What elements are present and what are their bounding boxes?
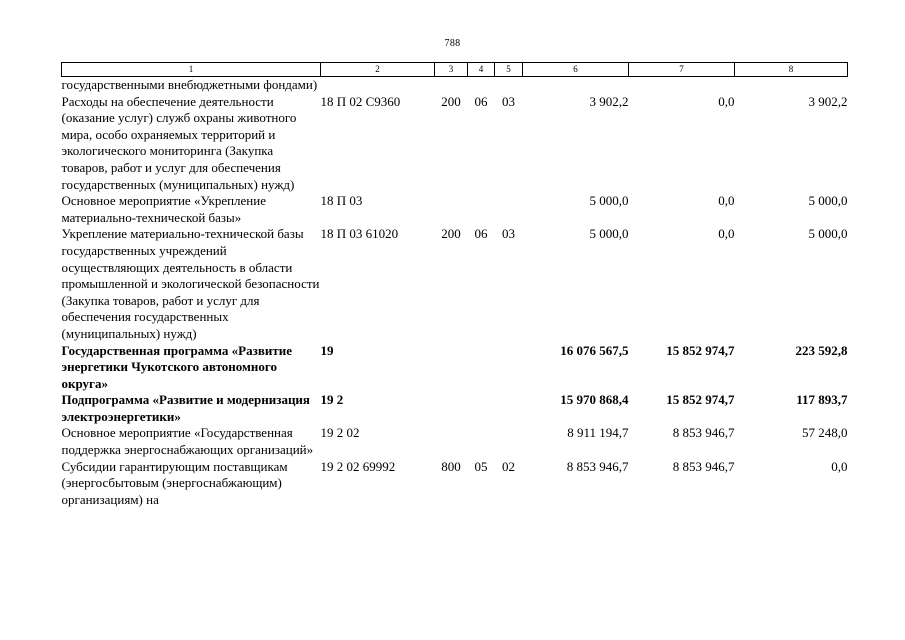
column-header-6: 6 xyxy=(523,63,629,77)
row-col-5 xyxy=(495,343,523,393)
row-col-4 xyxy=(468,343,495,393)
row-name: Основное мероприятие «Укрепление материально-технической базы» xyxy=(61,193,266,225)
row-col-5 xyxy=(495,425,523,458)
row-name: Субсидии гарантирующим поставщикам (энергосбытовым (энергоснабжающим) организациям) на xyxy=(61,458,288,507)
row-value-8: 117 893,7 xyxy=(796,392,848,408)
row-value-6: 3 902,2 xyxy=(589,93,629,109)
row-value-8: 223 592,8 xyxy=(795,342,848,358)
table-row xyxy=(62,77,848,94)
row-value-7: 0,0 xyxy=(718,193,735,209)
column-header-3: 3 xyxy=(435,63,468,77)
row-col-3 xyxy=(435,392,468,425)
row-code: 19 xyxy=(320,342,334,358)
budget-table xyxy=(61,62,848,508)
row-value-8: 57 248,0 xyxy=(802,425,848,441)
table-row xyxy=(62,94,848,194)
column-header-7: 7 xyxy=(629,63,735,77)
table-body xyxy=(62,77,848,509)
row-value-7: 8 853 946,7 xyxy=(672,425,735,441)
row-col-4 xyxy=(468,425,495,458)
row-col-5 xyxy=(495,77,523,94)
row-value-8: 0,0 xyxy=(831,458,848,474)
table-row xyxy=(62,425,848,458)
row-value-6: 8 853 946,7 xyxy=(566,458,629,474)
row-name: Государственная программа «Развитие энергетики Чукотского автономного округа» xyxy=(61,342,292,391)
row-name: государственными внебюджетными фондами) xyxy=(61,77,318,92)
row-code: 18 П 03 61020 xyxy=(320,226,399,242)
row-value-7: 8 853 946,7 xyxy=(672,458,735,474)
table-header xyxy=(62,63,848,77)
row-code xyxy=(321,77,435,94)
table-row xyxy=(62,193,848,226)
row-name: Укрепление материально-технической базы государственных учреждений осуществляющих деятельность в области промышленной и экологической безопасности (Закупка товаров, работ и услуг для обеспечения государственных (муниципальных) нужд) xyxy=(61,226,320,341)
row-col-4: 05 xyxy=(474,458,488,474)
table-row xyxy=(62,459,848,509)
row-col-4 xyxy=(468,392,495,425)
row-col-5: 02 xyxy=(502,458,515,474)
row-col-3: 200 xyxy=(441,226,461,242)
row-value-8: 5 000,0 xyxy=(808,193,848,209)
table-row xyxy=(62,226,848,342)
row-col-3 xyxy=(435,193,468,226)
row-col-5 xyxy=(495,193,523,226)
row-code: 19 2 02 69992 xyxy=(320,458,396,474)
page-number: 788 xyxy=(444,38,461,49)
row-value-6: 16 076 567,5 xyxy=(560,342,629,358)
row-col-4: 06 xyxy=(474,93,488,109)
header-row xyxy=(62,63,848,77)
row-col-4 xyxy=(468,193,495,226)
row-col-4 xyxy=(468,77,495,94)
column-header-2: 2 xyxy=(321,63,435,77)
row-code: 18 П 02 С9360 xyxy=(320,93,401,109)
table-row xyxy=(62,343,848,393)
row-value-7: 0,0 xyxy=(718,93,735,109)
column-header-4: 4 xyxy=(468,63,495,77)
row-value-6 xyxy=(523,77,629,94)
row-code: 19 2 xyxy=(320,392,344,408)
row-value-6: 8 911 194,7 xyxy=(567,425,629,441)
row-code: 18 П 03 xyxy=(320,193,363,209)
row-col-5 xyxy=(495,392,523,425)
row-value-7: 0,0 xyxy=(718,226,735,242)
row-col-3: 200 xyxy=(441,93,461,109)
column-header-8: 8 xyxy=(735,63,848,77)
column-header-5: 5 xyxy=(495,63,523,77)
row-col-3: 800 xyxy=(441,458,461,474)
row-col-3 xyxy=(435,77,468,94)
row-value-8: 5 000,0 xyxy=(808,226,848,242)
row-col-5: 03 xyxy=(502,226,515,242)
row-value-8: 3 902,2 xyxy=(808,93,848,109)
row-name: Основное мероприятие «Государственная поддержка энергоснабжающих организаций» xyxy=(61,425,314,458)
row-col-5: 03 xyxy=(502,93,515,109)
row-code: 19 2 02 xyxy=(320,425,360,441)
row-value-7 xyxy=(629,77,735,94)
row-value-6: 5 000,0 xyxy=(589,193,629,209)
row-col-4: 06 xyxy=(474,226,488,242)
row-value-6: 5 000,0 xyxy=(589,226,629,242)
row-name: Подпрограмма «Развитие и модернизация электроэнергетики» xyxy=(61,392,310,424)
row-col-3 xyxy=(435,425,468,458)
row-value-7: 15 852 974,7 xyxy=(666,392,735,408)
table-row xyxy=(62,392,848,425)
row-value-7: 15 852 974,7 xyxy=(666,342,735,358)
row-name: Расходы на обеспечение деятельности (оказание услуг) служб охраны животного мира, особо охраняемых территорий и экологического мониторинга (Закупка товаров, работ и услуг для обеспечения государственных (муниципальных) нужд) xyxy=(61,93,297,192)
row-value-8 xyxy=(735,77,848,94)
row-col-3 xyxy=(435,343,468,393)
row-value-6: 15 970 868,4 xyxy=(560,392,629,408)
column-header-1: 1 xyxy=(62,63,321,77)
